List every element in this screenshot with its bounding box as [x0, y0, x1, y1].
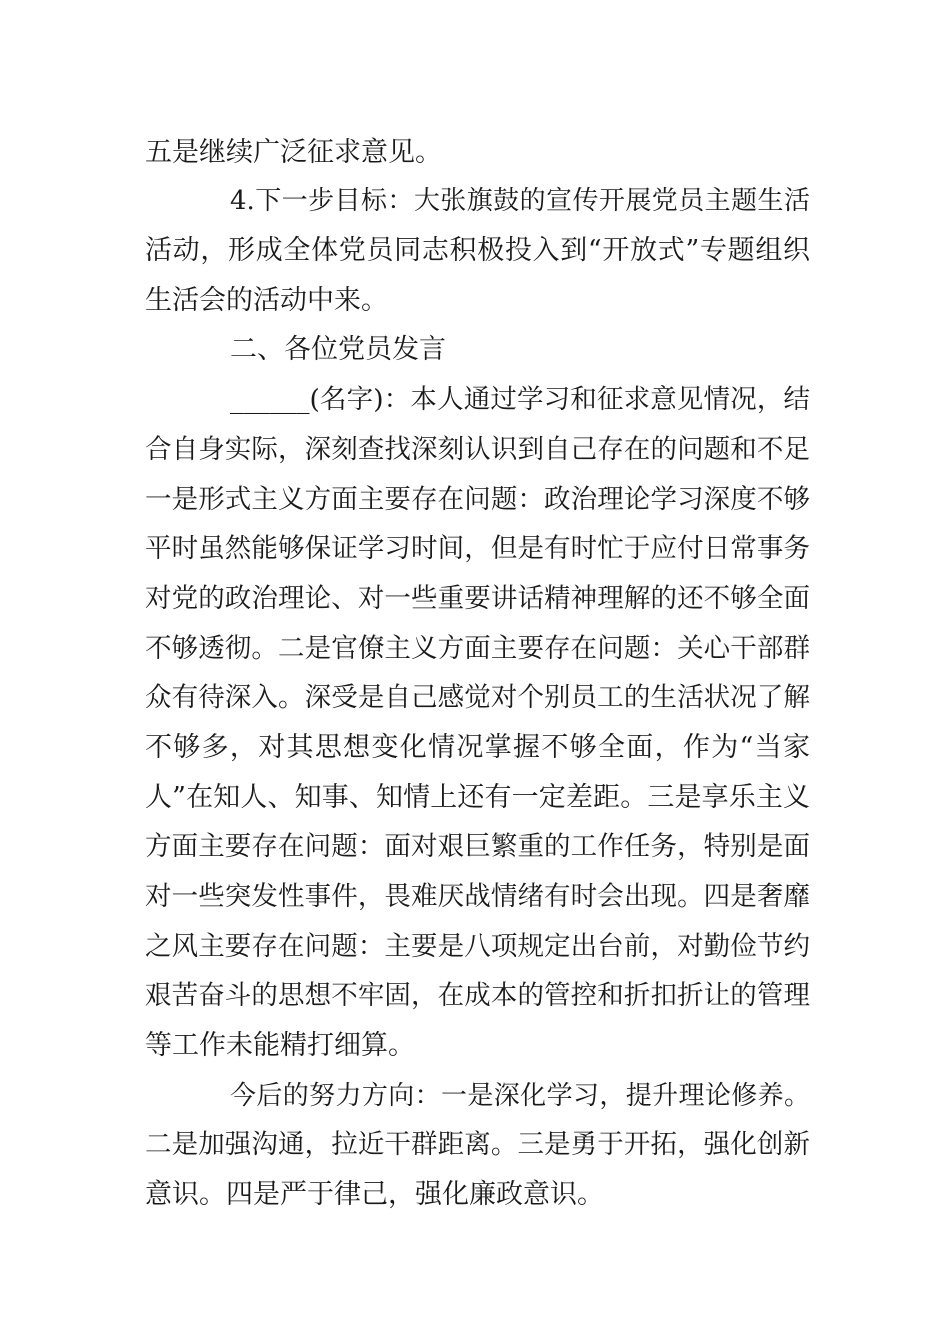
text-line-1: 五是继续广泛征求意见。 — [145, 137, 442, 168]
text-line-15: 方面主要存在问题：面对艰巨繁重的工作任务，特别是面 — [145, 831, 810, 862]
text-line-7: 合自身实际，深刻查找深刻认识到自己存在的问题和不足 — [145, 434, 810, 465]
text-line-17: 之风主要存在问题：主要是八项规定出台前，对勤俭节约 — [145, 931, 810, 962]
text-line-9: 平时虽然能够保证学习时间，但是有时忙于应付日常事务 — [145, 533, 810, 564]
text-line-22: 意识。四是严于律己，强化廉政意识。 — [145, 1179, 604, 1210]
text-line-21: 二是加强沟通，拉近干群距离。三是勇于开拓，强化创新 — [145, 1129, 810, 1160]
text-line-16: 对一些突发性事件，畏难厌战情绪有时会出现。四是奢靡 — [145, 881, 810, 912]
text-line-19: 等工作未能精打细算。 — [145, 1030, 415, 1061]
text-line-8: 一是形式主义方面主要存在问题：政治理论学习深度不够 — [145, 484, 810, 515]
text-line-2: 4.下一步目标：大张旗鼓的宣传开展党员主题生活 — [230, 186, 810, 216]
text-line-14: 人”在知人、知事、知情上还有一定差距。三是享乐主义 — [145, 782, 810, 813]
text-line-18: 艰苦奋斗的思想不牢固，在成本的管控和折扣折让的管理 — [145, 980, 810, 1011]
text-line-3: 活动，形成全体党员同志积极投入到“开放式”专题组织 — [145, 235, 810, 266]
text-line-4: 生活会的活动中来。 — [145, 285, 388, 316]
text-line-13: 不够多，对其思想变化情况掌握不够全面，作为“当家 — [145, 732, 810, 763]
section-heading: 二、各位党员发言 — [230, 334, 446, 365]
text-line-20: 今后的努力方向：一是深化学习，提升理论修养。 — [230, 1081, 810, 1111]
text-line-11: 不够透彻。二是官僚主义方面主要存在问题：关心干部群 — [145, 633, 810, 664]
text-line-12: 众有待深入。深受是自己感觉对个别员工的生活状况了解 — [145, 682, 810, 713]
text-line-10: 对党的政治理论、对一些重要讲话精神理解的还不够全面 — [145, 583, 810, 614]
text-line-6: ______(名字)：本人通过学习和征求意见情况，结 — [230, 384, 810, 415]
